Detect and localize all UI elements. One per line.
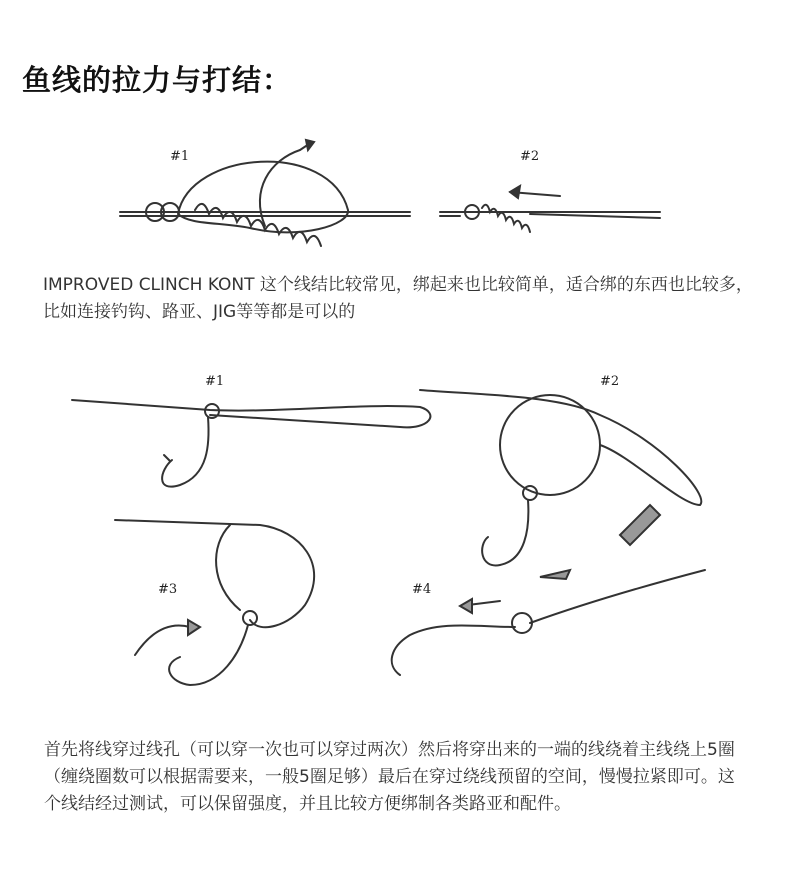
tying-instructions-paragraph: 首先将线穿过线孔（可以穿一次也可以穿过两次）然后将穿出来的一端的线绕着主线绕上5圈（缠绕圈数可以根据需要来，一般5圈足够）最后在穿过绕线预留的空间，慢慢拉紧即可。这个线结经过测试，可以保留强度，并且比较方便绑制各类路亚和配件。	[44, 740, 735, 814]
hook-step-3-label: #3	[158, 582, 178, 597]
clinch-knot-illustration	[100, 130, 690, 255]
hook-step-4-label: #4	[412, 582, 432, 597]
hook-step-1-drawing	[72, 400, 430, 487]
hook-step-3-drawing	[115, 520, 314, 685]
hook-step-1-label: #1	[205, 374, 225, 389]
knot-description-paragraph: IMPROVED CLINCH KONT 这个线结比较常见，绑起来也比较简单，适合绑的东西也比较多，比如连接钓钩、路亚、JIG等等都是可以的	[43, 275, 753, 322]
hook-step-2-drawing	[420, 390, 701, 565]
page-title: 鱼线的拉力与打结：	[22, 63, 293, 97]
knot-step-1-drawing	[120, 140, 410, 246]
knot-step-2-drawing	[440, 186, 660, 232]
hook-step-4-drawing	[392, 570, 705, 675]
knot-step-1-label: #1	[170, 149, 190, 164]
hook-knot-illustration	[60, 365, 730, 725]
hook-step-2-label: #2	[600, 374, 620, 389]
knot-step-2-label: #2	[520, 149, 540, 164]
